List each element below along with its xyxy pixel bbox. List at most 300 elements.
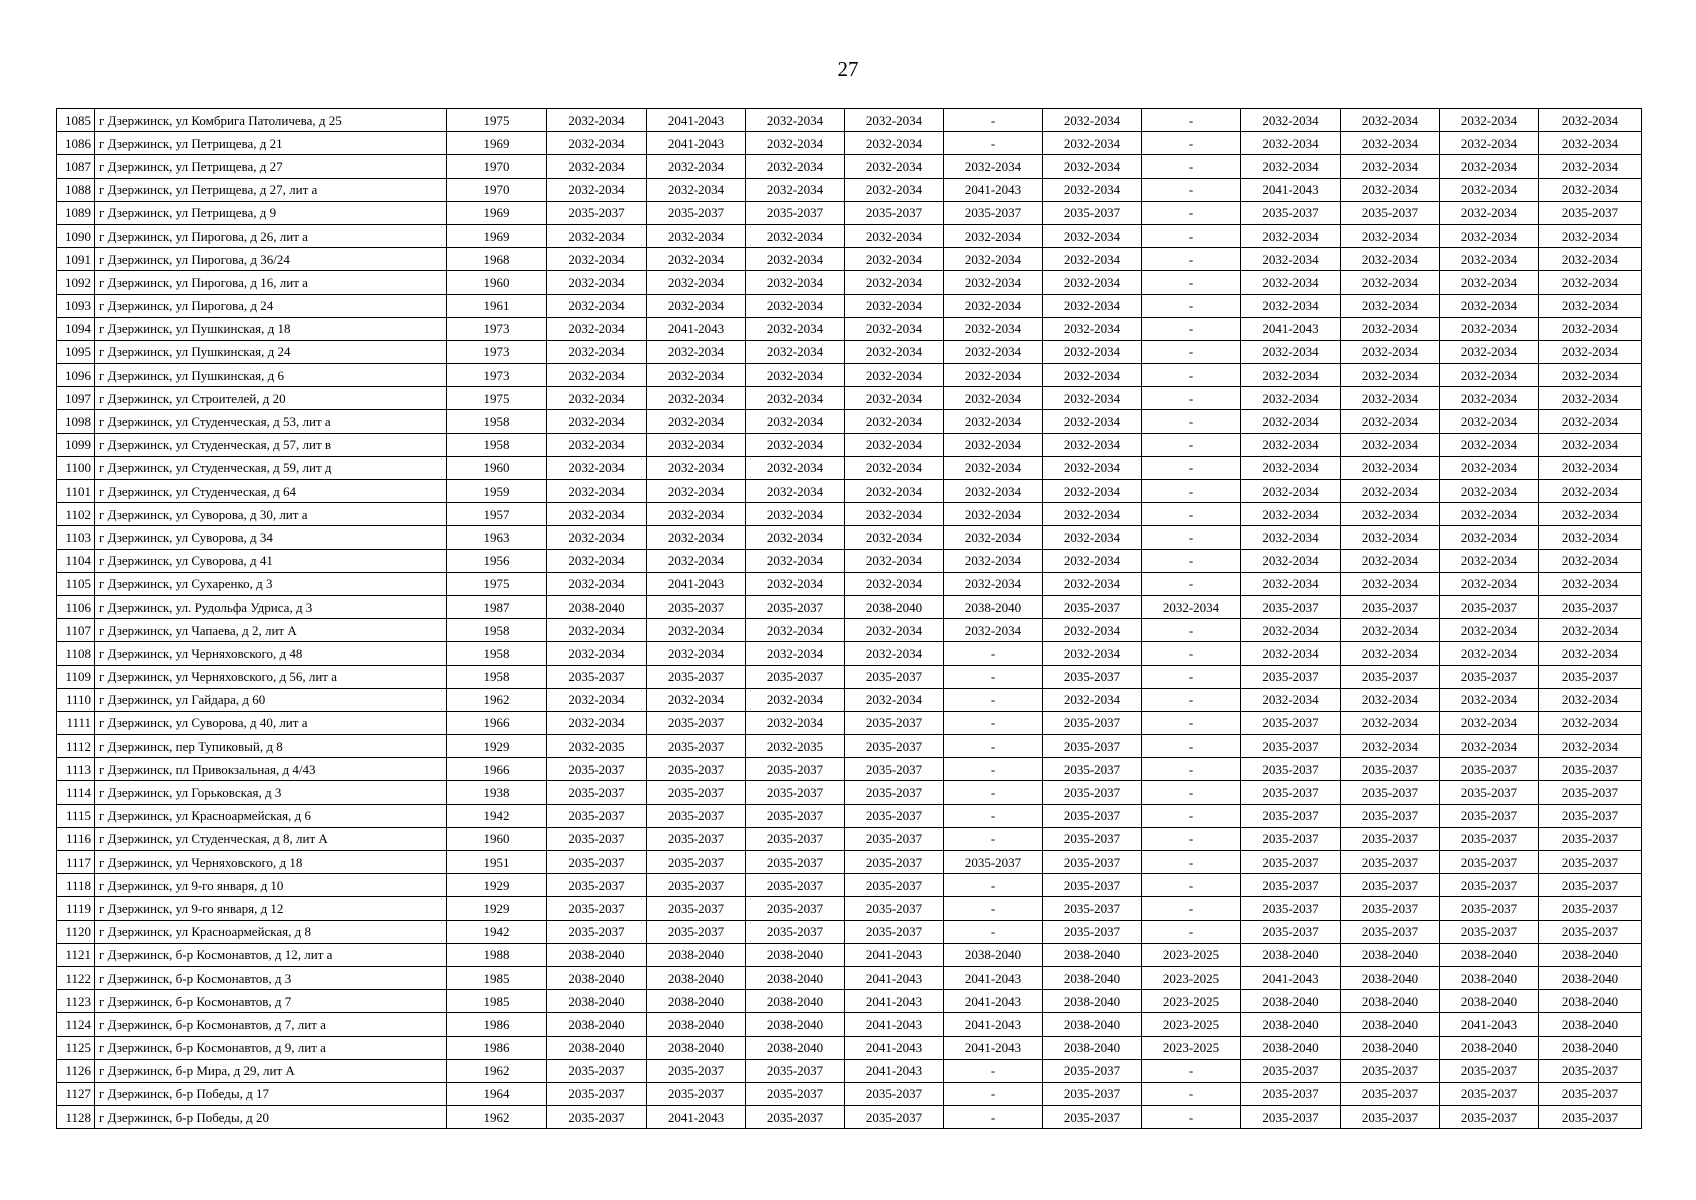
- table-row: [57, 1036, 1642, 1059]
- period-cell: 2032-2034: [1440, 526, 1539, 549]
- period-cell: -: [944, 874, 1043, 897]
- period-cell: 2035-2037: [547, 201, 647, 224]
- table-row: [57, 1106, 1642, 1129]
- period-cell: -: [1142, 224, 1241, 247]
- period-cell: 2032-2034: [746, 688, 845, 711]
- period-cell: 2035-2037: [746, 1106, 845, 1129]
- period-cell: 2032-2034: [746, 387, 845, 410]
- row-number-cell: 1100: [57, 456, 95, 479]
- period-cell: 2035-2037: [547, 804, 647, 827]
- table-row: [57, 990, 1642, 1013]
- period-cell: -: [1142, 642, 1241, 665]
- period-cell: 2035-2037: [1043, 711, 1142, 734]
- table-row: [57, 595, 1642, 618]
- period-cell: -: [1142, 155, 1241, 178]
- period-cell: 2032-2034: [1539, 294, 1642, 317]
- row-number-cell: 1125: [57, 1036, 95, 1059]
- period-cell: 2035-2037: [1241, 758, 1341, 781]
- period-cell: 2032-2034: [1440, 155, 1539, 178]
- address-cell: г Дзержинск, ул 9-го января, д 10: [95, 874, 447, 897]
- period-cell: 2032-2034: [845, 155, 944, 178]
- period-cell: 2032-2034: [1440, 642, 1539, 665]
- row-number-cell: 1104: [57, 549, 95, 572]
- period-cell: 2032-2034: [1440, 340, 1539, 363]
- row-number-cell: 1117: [57, 851, 95, 874]
- period-cell: -: [944, 688, 1043, 711]
- table-row: [57, 294, 1642, 317]
- period-cell: 2038-2040: [845, 595, 944, 618]
- period-cell: -: [944, 665, 1043, 688]
- table-row: [57, 155, 1642, 178]
- period-cell: 2035-2037: [1043, 1059, 1142, 1082]
- period-cell: 2035-2037: [647, 595, 746, 618]
- period-cell: 2032-2034: [845, 410, 944, 433]
- period-cell: 2032-2034: [1341, 711, 1440, 734]
- period-cell: 2035-2037: [1440, 781, 1539, 804]
- row-number-cell: 1112: [57, 735, 95, 758]
- period-cell: 2032-2034: [746, 549, 845, 572]
- address-cell: г Дзержинск, пер Тупиковый, д 8: [95, 735, 447, 758]
- period-cell: 2032-2034: [845, 340, 944, 363]
- period-cell: 2032-2034: [944, 526, 1043, 549]
- year-built-cell: 1958: [447, 665, 547, 688]
- period-cell: 2032-2034: [1241, 294, 1341, 317]
- year-built-cell: 1985: [447, 966, 547, 989]
- period-cell: 2032-2034: [1539, 456, 1642, 479]
- period-cell: -: [1142, 619, 1241, 642]
- period-cell: 2035-2037: [1341, 897, 1440, 920]
- period-cell: 2035-2037: [1440, 897, 1539, 920]
- period-cell: 2035-2037: [845, 874, 944, 897]
- year-built-cell: 1958: [447, 410, 547, 433]
- address-cell: г Дзержинск, ул Суворова, д 40, лит а: [95, 711, 447, 734]
- period-cell: 2032-2034: [1440, 688, 1539, 711]
- period-cell: 2032-2034: [547, 294, 647, 317]
- period-cell: 2035-2037: [845, 711, 944, 734]
- year-built-cell: 1961: [447, 294, 547, 317]
- period-cell: 2032-2034: [547, 317, 647, 340]
- period-cell: 2032-2034: [647, 155, 746, 178]
- period-cell: -: [1142, 1059, 1241, 1082]
- period-cell: 2035-2037: [746, 201, 845, 224]
- period-cell: 2035-2037: [1539, 595, 1642, 618]
- period-cell: 2035-2037: [1440, 827, 1539, 850]
- period-cell: 2032-2034: [845, 178, 944, 201]
- period-cell: 2035-2037: [1241, 804, 1341, 827]
- period-cell: 2032-2034: [1539, 526, 1642, 549]
- period-cell: -: [1142, 410, 1241, 433]
- period-cell: 2035-2037: [944, 201, 1043, 224]
- table-row: [57, 1059, 1642, 1082]
- table-row: [57, 503, 1642, 526]
- period-cell: 2032-2034: [1539, 364, 1642, 387]
- period-cell: 2035-2037: [1539, 1106, 1642, 1129]
- period-cell: 2035-2037: [845, 827, 944, 850]
- row-number-cell: 1115: [57, 804, 95, 827]
- period-cell: 2035-2037: [1341, 804, 1440, 827]
- period-cell: 2035-2037: [547, 1106, 647, 1129]
- period-cell: -: [1142, 340, 1241, 363]
- period-cell: 2038-2040: [547, 990, 647, 1013]
- period-cell: 2032-2034: [1043, 109, 1142, 132]
- address-cell: г Дзержинск, б-р Космонавтов, д 7: [95, 990, 447, 1013]
- year-built-cell: 1964: [447, 1082, 547, 1105]
- table-row: [57, 920, 1642, 943]
- period-cell: 2032-2034: [1241, 364, 1341, 387]
- period-cell: 2023-2025: [1142, 966, 1241, 989]
- period-cell: -: [1142, 433, 1241, 456]
- period-cell: -: [944, 827, 1043, 850]
- period-cell: 2032-2034: [746, 711, 845, 734]
- address-cell: г Дзержинск, б-р Победы, д 17: [95, 1082, 447, 1105]
- period-cell: 2032-2034: [1241, 271, 1341, 294]
- period-cell: 2032-2034: [746, 317, 845, 340]
- period-cell: 2032-2034: [1043, 132, 1142, 155]
- period-cell: 2032-2034: [1043, 480, 1142, 503]
- period-cell: 2032-2034: [1241, 572, 1341, 595]
- address-cell: г Дзержинск, ул Красноармейская, д 8: [95, 920, 447, 943]
- address-cell: г Дзержинск, б-р Космонавтов, д 12, лит а: [95, 943, 447, 966]
- period-cell: 2032-2034: [845, 271, 944, 294]
- row-number-cell: 1086: [57, 132, 95, 155]
- period-cell: 2032-2034: [746, 364, 845, 387]
- row-number-cell: 1109: [57, 665, 95, 688]
- address-cell: г Дзержинск, ул Студенческая, д 8, лит А: [95, 827, 447, 850]
- period-cell: -: [944, 711, 1043, 734]
- period-cell: 2035-2037: [547, 758, 647, 781]
- period-cell: 2032-2034: [1241, 155, 1341, 178]
- period-cell: 2035-2037: [547, 665, 647, 688]
- period-cell: 2035-2037: [1241, 874, 1341, 897]
- period-cell: 2035-2037: [547, 781, 647, 804]
- period-cell: 2035-2037: [1241, 735, 1341, 758]
- table-row: [57, 804, 1642, 827]
- period-cell: 2032-2034: [1539, 340, 1642, 363]
- period-cell: 2032-2034: [547, 224, 647, 247]
- period-cell: 2032-2034: [1440, 433, 1539, 456]
- year-built-cell: 1969: [447, 132, 547, 155]
- period-cell: 2038-2040: [1440, 943, 1539, 966]
- period-cell: 2032-2034: [1341, 480, 1440, 503]
- period-cell: 2032-2034: [845, 364, 944, 387]
- year-built-cell: 1973: [447, 340, 547, 363]
- period-cell: 2032-2034: [944, 271, 1043, 294]
- year-built-cell: 1960: [447, 271, 547, 294]
- period-cell: 2038-2040: [1341, 1036, 1440, 1059]
- address-cell: г Дзержинск, ул Чапаева, д 2, лит А: [95, 619, 447, 642]
- period-cell: 2041-2043: [1440, 1013, 1539, 1036]
- period-cell: 2038-2040: [1241, 943, 1341, 966]
- row-number-cell: 1085: [57, 109, 95, 132]
- period-cell: 2032-2034: [944, 224, 1043, 247]
- period-cell: 2032-2034: [944, 294, 1043, 317]
- period-cell: -: [1142, 874, 1241, 897]
- table-row: [57, 178, 1642, 201]
- period-cell: 2032-2034: [647, 248, 746, 271]
- period-cell: 2032-2034: [1341, 410, 1440, 433]
- period-cell: 2035-2037: [1043, 735, 1142, 758]
- period-cell: 2035-2037: [1241, 827, 1341, 850]
- period-cell: 2032-2034: [1539, 248, 1642, 271]
- period-cell: 2035-2037: [1539, 827, 1642, 850]
- period-cell: 2035-2037: [1341, 827, 1440, 850]
- period-cell: 2038-2040: [1440, 990, 1539, 1013]
- period-cell: 2035-2037: [1241, 920, 1341, 943]
- table-row: [57, 781, 1642, 804]
- period-cell: 2035-2037: [1539, 1059, 1642, 1082]
- period-cell: 2035-2037: [1539, 920, 1642, 943]
- table-row: [57, 387, 1642, 410]
- period-cell: 2032-2034: [1043, 364, 1142, 387]
- period-cell: 2038-2040: [647, 943, 746, 966]
- period-cell: 2035-2037: [547, 897, 647, 920]
- period-cell: 2032-2034: [1341, 109, 1440, 132]
- period-cell: 2038-2040: [1539, 943, 1642, 966]
- row-number-cell: 1128: [57, 1106, 95, 1129]
- period-cell: -: [1142, 387, 1241, 410]
- period-cell: 2032-2034: [1341, 178, 1440, 201]
- period-cell: 2038-2040: [944, 595, 1043, 618]
- period-cell: 2035-2037: [1440, 851, 1539, 874]
- period-cell: 2032-2034: [944, 340, 1043, 363]
- period-cell: 2035-2037: [647, 1082, 746, 1105]
- period-cell: 2035-2037: [746, 827, 845, 850]
- period-cell: 2041-2043: [845, 943, 944, 966]
- period-cell: 2032-2034: [746, 340, 845, 363]
- period-cell: 2035-2037: [1539, 758, 1642, 781]
- row-number-cell: 1102: [57, 503, 95, 526]
- year-built-cell: 1962: [447, 1059, 547, 1082]
- year-built-cell: 1969: [447, 201, 547, 224]
- year-built-cell: 1985: [447, 990, 547, 1013]
- table-row: [57, 456, 1642, 479]
- period-cell: 2035-2037: [1043, 874, 1142, 897]
- period-cell: -: [1142, 480, 1241, 503]
- period-cell: 2038-2040: [746, 1036, 845, 1059]
- period-cell: 2038-2040: [1539, 966, 1642, 989]
- period-cell: 2032-2034: [1440, 735, 1539, 758]
- period-cell: 2035-2037: [1241, 201, 1341, 224]
- period-cell: 2041-2043: [647, 132, 746, 155]
- period-cell: 2032-2034: [647, 271, 746, 294]
- address-cell: г Дзержинск, ул Студенческая, д 53, лит а: [95, 410, 447, 433]
- table-row: [57, 735, 1642, 758]
- period-cell: 2032-2034: [746, 526, 845, 549]
- address-cell: г Дзержинск, ул. Рудольфа Удриса, д 3: [95, 595, 447, 618]
- period-cell: 2035-2037: [1341, 920, 1440, 943]
- period-cell: 2035-2037: [1043, 827, 1142, 850]
- period-cell: 2032-2034: [845, 688, 944, 711]
- row-number-cell: 1116: [57, 827, 95, 850]
- table-row: [57, 201, 1642, 224]
- address-cell: г Дзержинск, б-р Космонавтов, д 3: [95, 966, 447, 989]
- period-cell: 2035-2037: [1043, 595, 1142, 618]
- period-cell: 2032-2034: [944, 410, 1043, 433]
- period-cell: 2032-2034: [1043, 526, 1142, 549]
- period-cell: 2032-2034: [746, 433, 845, 456]
- period-cell: 2032-2034: [845, 480, 944, 503]
- row-number-cell: 1094: [57, 317, 95, 340]
- period-cell: 2032-2034: [1440, 503, 1539, 526]
- period-cell: 2032-2034: [845, 224, 944, 247]
- period-cell: 2041-2043: [1241, 178, 1341, 201]
- period-cell: 2035-2037: [1241, 595, 1341, 618]
- table-row: [57, 1013, 1642, 1036]
- period-cell: 2032-2034: [1539, 480, 1642, 503]
- period-cell: -: [1142, 364, 1241, 387]
- period-cell: 2032-2034: [1341, 572, 1440, 595]
- period-cell: 2041-2043: [647, 317, 746, 340]
- address-cell: г Дзержинск, б-р Космонавтов, д 9, лит а: [95, 1036, 447, 1059]
- period-cell: 2032-2034: [1440, 132, 1539, 155]
- period-cell: 2035-2037: [1043, 1106, 1142, 1129]
- period-cell: 2032-2034: [647, 410, 746, 433]
- address-cell: г Дзержинск, ул Пушкинская, д 6: [95, 364, 447, 387]
- address-cell: г Дзержинск, ул Пирогова, д 36/24: [95, 248, 447, 271]
- period-cell: 2032-2034: [1341, 642, 1440, 665]
- period-cell: 2038-2040: [1043, 966, 1142, 989]
- period-cell: 2038-2040: [647, 1013, 746, 1036]
- period-cell: 2038-2040: [746, 943, 845, 966]
- period-cell: 2032-2034: [1539, 433, 1642, 456]
- period-cell: 2032-2034: [647, 178, 746, 201]
- table-row: [57, 711, 1642, 734]
- period-cell: 2035-2037: [647, 781, 746, 804]
- year-built-cell: 1968: [447, 248, 547, 271]
- year-built-cell: 1938: [447, 781, 547, 804]
- table-row: [57, 224, 1642, 247]
- period-cell: 2032-2034: [845, 572, 944, 595]
- period-cell: 2035-2037: [1440, 758, 1539, 781]
- row-number-cell: 1089: [57, 201, 95, 224]
- period-cell: 2035-2037: [647, 665, 746, 688]
- row-number-cell: 1114: [57, 781, 95, 804]
- table-row: [57, 688, 1642, 711]
- period-cell: 2035-2037: [746, 665, 845, 688]
- period-cell: 2032-2034: [845, 526, 944, 549]
- period-cell: 2035-2037: [1440, 1082, 1539, 1105]
- period-cell: 2032-2034: [1043, 340, 1142, 363]
- period-cell: 2032-2034: [1539, 317, 1642, 340]
- period-cell: 2038-2040: [746, 1013, 845, 1036]
- period-cell: 2035-2037: [746, 804, 845, 827]
- period-cell: 2032-2034: [1341, 735, 1440, 758]
- period-cell: 2038-2040: [647, 990, 746, 1013]
- address-cell: г Дзержинск, ул Черняховского, д 18: [95, 851, 447, 874]
- period-cell: 2032-2034: [845, 317, 944, 340]
- period-cell: 2032-2034: [1241, 248, 1341, 271]
- period-cell: -: [944, 1059, 1043, 1082]
- period-cell: 2035-2037: [845, 804, 944, 827]
- period-cell: 2032-2034: [1341, 526, 1440, 549]
- period-cell: 2035-2037: [845, 665, 944, 688]
- period-cell: 2035-2037: [1440, 1106, 1539, 1129]
- period-cell: 2032-2034: [547, 688, 647, 711]
- period-cell: -: [1142, 735, 1241, 758]
- period-cell: 2032-2034: [944, 619, 1043, 642]
- period-cell: 2032-2034: [1539, 619, 1642, 642]
- period-cell: 2038-2040: [547, 595, 647, 618]
- table-row: [57, 364, 1642, 387]
- period-cell: 2035-2037: [1341, 1082, 1440, 1105]
- period-cell: 2032-2034: [1440, 549, 1539, 572]
- period-cell: -: [1142, 804, 1241, 827]
- period-cell: -: [1142, 317, 1241, 340]
- period-cell: -: [1142, 827, 1241, 850]
- period-cell: 2032-2034: [647, 224, 746, 247]
- period-cell: 2038-2040: [746, 990, 845, 1013]
- period-cell: 2035-2037: [845, 735, 944, 758]
- period-cell: 2032-2034: [547, 572, 647, 595]
- table-row: [57, 132, 1642, 155]
- row-number-cell: 1108: [57, 642, 95, 665]
- period-cell: 2032-2034: [1241, 619, 1341, 642]
- address-cell: г Дзержинск, ул Петрищева, д 27, лит а: [95, 178, 447, 201]
- period-cell: 2032-2034: [1241, 387, 1341, 410]
- period-cell: 2032-2034: [944, 572, 1043, 595]
- period-cell: 2032-2034: [1241, 526, 1341, 549]
- table-row: [57, 827, 1642, 850]
- period-cell: 2032-2034: [746, 410, 845, 433]
- period-cell: 2032-2034: [1539, 155, 1642, 178]
- address-cell: г Дзержинск, б-р Победы, д 20: [95, 1106, 447, 1129]
- period-cell: 2032-2034: [1043, 642, 1142, 665]
- schedule-table: [56, 108, 1642, 1129]
- table-row: [57, 248, 1642, 271]
- address-cell: г Дзержинск, ул Петрищева, д 21: [95, 132, 447, 155]
- period-cell: 2038-2040: [547, 1013, 647, 1036]
- period-cell: -: [1142, 526, 1241, 549]
- period-cell: 2041-2043: [944, 990, 1043, 1013]
- period-cell: 2032-2034: [1341, 387, 1440, 410]
- period-cell: 2032-2034: [1341, 271, 1440, 294]
- period-cell: 2038-2040: [1539, 1036, 1642, 1059]
- row-number-cell: 1121: [57, 943, 95, 966]
- address-cell: г Дзержинск, ул Суворова, д 30, лит а: [95, 503, 447, 526]
- period-cell: 2032-2034: [547, 711, 647, 734]
- period-cell: 2032-2034: [647, 526, 746, 549]
- period-cell: -: [1142, 1082, 1241, 1105]
- period-cell: 2032-2034: [1539, 572, 1642, 595]
- period-cell: -: [1142, 549, 1241, 572]
- period-cell: -: [944, 897, 1043, 920]
- row-number-cell: 1097: [57, 387, 95, 410]
- period-cell: 2032-2034: [746, 642, 845, 665]
- period-cell: 2035-2037: [1043, 920, 1142, 943]
- period-cell: 2032-2034: [944, 433, 1043, 456]
- period-cell: 2032-2034: [1440, 271, 1539, 294]
- table-row: [57, 966, 1642, 989]
- period-cell: 2032-2034: [1539, 549, 1642, 572]
- period-cell: 2032-2034: [944, 364, 1043, 387]
- period-cell: 2032-2034: [1539, 271, 1642, 294]
- year-built-cell: 1962: [447, 688, 547, 711]
- year-built-cell: 1958: [447, 619, 547, 642]
- period-cell: 2035-2037: [547, 1082, 647, 1105]
- period-cell: 2032-2034: [1341, 549, 1440, 572]
- row-number-cell: 1087: [57, 155, 95, 178]
- period-cell: 2035-2037: [647, 735, 746, 758]
- row-number-cell: 1123: [57, 990, 95, 1013]
- period-cell: 2032-2034: [1043, 688, 1142, 711]
- year-built-cell: 1956: [447, 549, 547, 572]
- period-cell: 2035-2037: [746, 1082, 845, 1105]
- period-cell: 2035-2037: [1341, 1106, 1440, 1129]
- address-cell: г Дзержинск, ул Гайдара, д 60: [95, 688, 447, 711]
- period-cell: 2035-2037: [647, 897, 746, 920]
- period-cell: 2032-2034: [1043, 410, 1142, 433]
- period-cell: 2038-2040: [1043, 990, 1142, 1013]
